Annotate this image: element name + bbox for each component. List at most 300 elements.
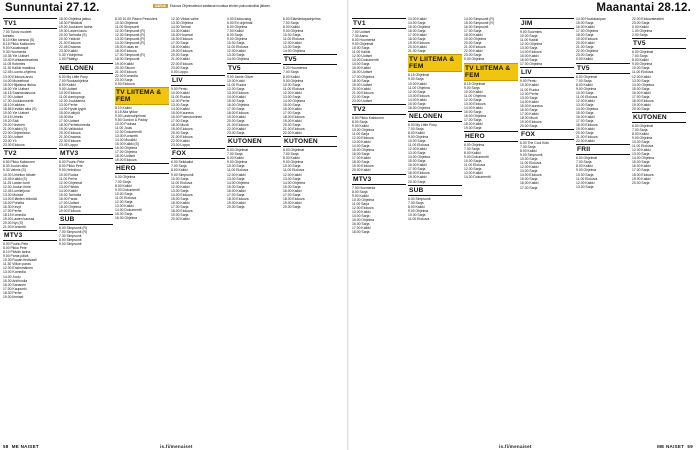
legend: [153, 4, 271, 8]
program-listing: 10.35 Yle Uutiset: [3, 54, 29, 59]
program-listing: 10.00 Kaikki: [408, 81, 427, 86]
program-listing: 9.00 Ohjelma: [576, 86, 597, 91]
channel-header: TV LIITEMA & FEM: [408, 54, 462, 72]
program-listing: 14.00 Ohjelma: [576, 106, 599, 111]
program-listing: 21.00 Konsertti: [3, 225, 26, 230]
program-listing: 9.00 Ohjelma: [632, 136, 653, 141]
program-listing: 20.30 Ystävät: [59, 37, 80, 42]
program-listing: 17.00 Uutiset: [59, 119, 79, 124]
program-listing: 14.30 Huutokaupan: [576, 17, 606, 21]
program-listing: 18.00 Sarja: [352, 230, 370, 235]
program-listing: 9.00 Simpsonit: [171, 172, 194, 177]
channel-header: JIM: [520, 18, 574, 29]
program-listing: 14.00 Simpsonit (R): [464, 17, 494, 21]
program-listing: 6.00 Ohjelmat: [576, 74, 598, 79]
program-listing: 14.00 Dokumentti: [464, 175, 491, 180]
program-listing: 14.00 Ohjelma: [227, 180, 250, 185]
program-listing: 4.00 Elokuvalog: [227, 17, 252, 21]
program-listing: 11.00 Elokuva: [576, 176, 598, 181]
program-listing: 12.00 Kaikki: [632, 148, 651, 153]
program-listing: 18.30 Perhe: [3, 290, 22, 295]
program-listing: 8.15 Ohjelmat: [464, 81, 486, 86]
program-listing: 11.00 Elokuva: [408, 216, 430, 221]
channel-header: TV LIITEMA & FEM: [115, 87, 169, 105]
program-listing: 8.00 Kaikki: [283, 74, 300, 79]
program-listing: 12.00 Kaikki: [283, 90, 302, 95]
program-listing: 21.00 Elokuva: [576, 135, 598, 140]
program-listing: 15.30 Huumori: [171, 33, 194, 38]
program-listing: 14.00 Dokumentti: [115, 207, 142, 212]
program-listing: 9.00 Ohjelma: [408, 208, 429, 213]
program-listing: 8.00 Huomenta: [352, 38, 376, 43]
program-listing: 15.00 Sarja: [576, 110, 594, 115]
program-listing: 15.30 Arkihuolia: [3, 278, 28, 283]
program-listing: 7.00 Sarja: [576, 160, 592, 165]
program-listing: 7.00 Sarja: [283, 21, 299, 26]
program-listing: 18.00 Muoti: [520, 115, 538, 120]
program-listing: 15.00 Sarja: [171, 196, 189, 201]
program-listing: 15.00 Sarja: [464, 109, 482, 114]
program-listing: 12.00 Sarja: [227, 86, 245, 91]
program-listing: 17.00 Sarja: [576, 119, 594, 124]
program-listing: 20.00 Sarja: [408, 179, 426, 184]
program-listing: 23.00 Sarja: [227, 131, 245, 136]
program-listing: 14.00 Muistelmat: [3, 78, 29, 83]
program-listing: 13.00 Päivän: [59, 184, 79, 189]
program-listing: 17.00 Uutiset: [59, 200, 79, 205]
program-listing: 16.00 Yle Uutiset: [3, 86, 29, 91]
program-listing: 19.00 Elokuva: [520, 119, 542, 124]
program-listing: 20.00 Sarja: [576, 131, 594, 136]
program-listing: 20.00 Sarja: [227, 119, 245, 124]
program-listing: 11.00 Elokuva: [520, 161, 542, 166]
program-listing: 9.00 Ohjelma: [576, 168, 597, 173]
program-listing: 16.00 Paras: [59, 196, 78, 201]
program-listing: 14.00 Kaikki: [464, 105, 483, 110]
program-listing: 12.00 Joulutarina: [59, 98, 86, 103]
program-listing: 17.00 Kaikki: [408, 33, 427, 38]
program-listing: 19.00 Kaikki: [408, 175, 427, 180]
program-listing: 11.00 Kaikki: [352, 50, 371, 55]
program-listing: 13.00 Kaikki: [352, 209, 371, 214]
program-listing: 16.00 Kaikki: [632, 90, 651, 95]
program-listing: 9.30 Huomenta: [3, 50, 27, 55]
program-listing: 19.00 Elokuva: [171, 127, 193, 132]
program-listing: 15.00 Sarja: [227, 98, 245, 103]
program-listing: 14.00 Kaikki: [227, 94, 246, 99]
program-listing: 9.00 Helmikuu: [59, 168, 81, 173]
program-listing: 9.00 Ohjelma: [632, 62, 653, 67]
program-listing: 10.00 Kokki: [227, 78, 245, 83]
program-listing: 16.15 Saaristolaisuus: [3, 90, 36, 95]
program-listing: 17.00 Sarja: [171, 119, 189, 124]
program-listing: 19.00 Ihmiset: [3, 294, 24, 299]
program-listing: 16.00 Sananen: [3, 282, 27, 287]
program-listing: 17.00 Sarja: [520, 185, 538, 190]
program-listing: 7.00 Sarja: [632, 54, 648, 59]
channel-header: TV5: [576, 63, 630, 74]
program-listing: 14.00 Kaikki: [59, 188, 78, 193]
site-url: is.fi/menaiset: [499, 444, 532, 449]
program-listing: 13.00 Sarja: [520, 46, 538, 51]
program-listing: 22.00 Komedia: [115, 73, 138, 78]
program-listing: 13.00 Elokuva-arvio: [3, 74, 33, 79]
program-listing: 10.00 Sarja: [632, 140, 650, 145]
program-listing: 7.00 Huomenta: [352, 185, 376, 190]
program-listing: 10.00 Sarja: [352, 46, 370, 51]
program-listing: 10.00 Ruoka: [59, 172, 79, 177]
program-listing: 16.00 Kaikki: [520, 181, 539, 186]
program-listing: 6.00 Ohjelmat: [632, 123, 654, 128]
program-listing: 16.00 Kaikki: [283, 188, 302, 193]
program-listing: 12.00 Kaikki: [227, 49, 246, 54]
program-listing: 16.00 Elokuva: [171, 37, 193, 42]
program-listing: 17.00 Sarja: [283, 192, 301, 197]
program-listing: 17.00 Sarja: [171, 204, 189, 209]
program-listing: 18.00 Sarja: [352, 160, 370, 165]
program-listing: 8.00 Kaikki: [283, 156, 300, 161]
program-listing: 16.00 Kaikki: [576, 114, 595, 119]
program-listing: 14.00 Sarja: [352, 144, 370, 149]
program-listing: 13.00 Elokuva: [408, 93, 430, 98]
program-listing: 8.00 Simpsonit: [59, 238, 82, 243]
program-listing: 9.00 Ohjelma: [283, 78, 304, 83]
program-listing: 10.00 Puuhaa: [115, 121, 137, 126]
schedule-column: [115, 17, 169, 441]
program-listing: 23.00 Yö: [3, 139, 17, 144]
program-listing: 1.00 Päättyy: [59, 57, 78, 62]
program-listing: 8.00 Kaikki: [408, 130, 425, 135]
program-listing: 21.00 Elokuva: [115, 69, 137, 74]
schedule-column: [520, 17, 574, 441]
schedule-columns: [352, 17, 693, 441]
program-listing: 16.00 Kaikki: [576, 25, 595, 30]
program-listing: 13.00 Kaikki: [464, 171, 483, 176]
program-listing: 10.00 Sarja: [408, 212, 426, 217]
program-listing: 7.00 Sarja: [520, 145, 536, 150]
program-listing: 10.00 Elokuva: [59, 90, 81, 95]
program-listing: 20.00 Sarja: [464, 41, 482, 46]
channel-header: TV LIITEMA & FEM: [464, 63, 518, 81]
program-listing: 8.00 10.00 Paavo Pesusieni: [115, 17, 158, 21]
program-listing: 23.00 Loppu: [171, 143, 190, 148]
channel-header: KUTONEN: [632, 112, 686, 123]
program-listing: 9.50 Gordon & Paddy: [115, 117, 148, 122]
channel-header: MTV3: [3, 230, 57, 241]
program-listing: 16.00 Sarja: [352, 152, 370, 157]
program-listing: 15.00 Kaikki (S): [115, 142, 139, 147]
program-listing: 21.00 Sarja: [576, 45, 594, 50]
program-listing: 18.00 Elokuva: [283, 114, 305, 119]
program-listing: 23.30 Elokuva: [3, 143, 25, 148]
program-listing: 20.00 Kaikki: [576, 41, 595, 46]
program-listing: 22.00 Sarja: [352, 94, 370, 99]
channel-header: TV2: [352, 104, 406, 115]
program-listing: 8.00 Kaikki: [632, 132, 649, 137]
program-listing: 23.45 Loppu: [59, 143, 78, 148]
program-listing: 19.00 Elokuva: [171, 49, 193, 54]
program-listing: 11.00 Elokuva: [283, 37, 305, 42]
program-listing: 22.00 Kaikki: [576, 139, 595, 144]
program-listing: 9.00 Kaikki: [352, 123, 369, 128]
program-listing: 14.00 Joulu: [3, 274, 21, 279]
program-listing: 12.00 Kaikki: [283, 41, 302, 46]
program-listing: 20.00 Sarja: [283, 123, 301, 128]
program-listing: 15.00 Sarja: [632, 160, 650, 165]
program-listing: 21.00 Elokuva: [352, 90, 374, 95]
program-listing: 22.00 Ohjelma: [576, 49, 599, 54]
program-listing: 7.00 Sarja: [171, 164, 187, 169]
program-listing: 18.00 Elokuva: [171, 208, 193, 213]
program-listing: 11.00 Sarja: [352, 132, 370, 137]
program-listing: 14.00 Sarja: [408, 21, 426, 26]
program-listing: 2.00 Sarja: [632, 33, 648, 38]
program-listing: 18.00 Sarja: [352, 78, 370, 83]
program-listing: 14.00 Musiikki: [115, 138, 137, 143]
program-listing: 15.00 Kaikki: [352, 66, 371, 71]
program-listing: 14.00 Ohjelma: [283, 180, 306, 185]
program-listing: 14.00 Eläinten elämää: [3, 196, 37, 201]
page-date: Maanantai 28.12.: [596, 2, 691, 14]
program-listing: 14.00 Sarja: [352, 213, 370, 218]
schedule-column: [171, 17, 225, 441]
channel-header: FOX: [520, 129, 574, 140]
program-listing: 7.00 Sarja: [408, 200, 424, 205]
channel-header: LIV: [171, 75, 225, 86]
program-listing: 15.00 Ohjelma: [352, 217, 375, 222]
program-listing: 6.00 Ohjelma: [115, 175, 136, 180]
program-listing: 20.00 Nyt (S): [3, 221, 23, 226]
program-listing: 8.15 Pikku Kakkonen: [3, 42, 35, 47]
program-listing: 17.00 Kaupunki: [3, 286, 27, 291]
program-listing: 21.30 Draama: [59, 135, 81, 140]
program-listing: 12.00 Perhe: [171, 98, 190, 103]
program-listing: 19.00 Kaikki: [632, 176, 651, 181]
program-listing: 12.00 Sarja: [464, 167, 482, 172]
program-listing: 20.00 Tarinoita (S): [59, 33, 87, 38]
program-listing: 13.00 Kaikki: [408, 17, 427, 21]
program-listing: 17.00 Ohjelma: [576, 29, 599, 34]
program-listing: 17.00 Kaikki: [352, 156, 371, 161]
schedule-column: [3, 17, 57, 441]
program-listing: 0.00 Kaikki: [576, 57, 593, 62]
right-page: [349, 0, 696, 450]
schedule-column: [408, 17, 462, 441]
program-listing: 16.00 Ohjelma: [115, 215, 138, 220]
program-listing: 11.00 Elokuva: [464, 163, 486, 168]
program-listing: 10.00 Sarja: [576, 172, 594, 177]
program-listing: 12.30 Simpsonit (R): [115, 33, 145, 38]
program-listing: 7.00 Uutiset: [352, 30, 371, 34]
program-listing: 10.00 Ohjelma: [352, 197, 375, 202]
program-listing: 19.00 Jouluinen tarina: [59, 25, 93, 30]
program-listing: 12.00 Sarja: [464, 97, 482, 102]
program-listing: 17.00 Sarja: [632, 94, 650, 99]
program-listing: 17.00 Sarja: [283, 110, 301, 115]
program-listing: 16.00 Elokuva: [115, 49, 137, 54]
program-listing: 23.30 Kaikki: [59, 49, 78, 54]
program-listing: 10.00 Sarja: [520, 34, 538, 39]
program-listing: 19.00 Elokuva: [59, 208, 81, 213]
left-page: [0, 0, 347, 450]
program-listing: 15.00 Ohjelma: [408, 25, 431, 30]
schedule-columns: [3, 17, 344, 441]
program-listing: 0.00 Elokuva: [115, 81, 135, 86]
schedule-column: [283, 17, 337, 441]
program-listing: 9.00 Ohjelma: [227, 37, 248, 42]
program-listing: 11.00 Simpsonit: [115, 25, 140, 30]
channel-header: TV5: [283, 54, 337, 65]
program-listing: 11.00 Ruoka: [171, 94, 190, 99]
program-listing: 8.00 Kaikki: [464, 151, 481, 156]
program-listing: 21.00 Elokuva: [59, 41, 81, 46]
program-listing: 19.00 Sarja: [464, 126, 482, 131]
program-listing: 23.00 Sarja: [115, 77, 133, 82]
program-listing: 22.00 Elokuvateatteri: [632, 17, 664, 21]
program-listing: 18.00 Elokuva: [632, 98, 654, 103]
program-listing: 22.45 Draama: [59, 45, 81, 50]
program-listing: 22.00 Kaikki: [171, 139, 190, 144]
program-listing: 6.00 Ohjelmat: [227, 148, 249, 153]
program-listing: 15.00 Sarja: [408, 159, 426, 164]
left-page-header: [3, 2, 344, 16]
schedule-column: [59, 17, 113, 441]
program-listing: 17.00 Perhe: [3, 208, 22, 213]
program-listing: 8.00 Sarja: [227, 33, 243, 38]
program-listing: 21.00 Sarja: [408, 49, 426, 54]
program-listing: 10.00 Sarja: [576, 90, 594, 95]
program-listing: 12.00 Ohjelmat: [59, 180, 82, 185]
program-listing: 6.00 Elämäntapaohjelma: [283, 17, 321, 21]
program-listing: 16.00 Sarja: [520, 107, 538, 112]
program-listing: 13.30 Ohjelma: [171, 21, 194, 26]
program-listing: 10.00 Sarja: [632, 66, 650, 71]
program-listing: 11.00 Elokuva: [227, 168, 249, 173]
program-listing: 18.00 Kaikki: [171, 45, 190, 50]
program-listing: 23.00 Uutiset: [352, 98, 372, 103]
program-listing: 13.00 Sarja: [283, 94, 301, 99]
program-listing: 9.00 Kaikki: [352, 193, 369, 198]
program-listing: 9.00 Uutiset: [59, 86, 78, 91]
program-listing: 13.00 Kaikki: [115, 203, 134, 208]
program-listing: 11.00 Ruoka: [227, 82, 246, 87]
program-listing: 9.00 Sarja: [408, 77, 424, 82]
program-listing: 20.00 Sarja: [632, 180, 650, 185]
program-listing: 15.00 Sarja: [520, 177, 538, 182]
program-listing: 10.00 Sarja: [227, 164, 245, 169]
program-listing: 10.00 Sarja: [520, 157, 538, 162]
program-listing: 12.00 Ensimmäinen: [3, 266, 33, 271]
program-listing: 14.00 Ohjelma: [632, 82, 655, 87]
program-listing: 6.00 Ohjelmat: [283, 148, 305, 153]
program-listing: 14.00 Hyvät tyypit: [59, 106, 86, 111]
program-listing: 6.50 Pikku Kakkonen: [352, 115, 384, 120]
program-listing: 19.00 Kaikki: [632, 102, 651, 107]
program-listing: 7.00 Sarja: [632, 127, 648, 132]
program-listing: 10.00 Sarja: [283, 33, 301, 38]
program-listing: 12.00 Elokuva: [352, 136, 374, 141]
schedule-column: [632, 17, 686, 441]
program-listing: 19.00 Kaikki: [283, 200, 302, 205]
program-listing: 15.00 Kotityöt: [59, 110, 80, 115]
program-listing: 16.00 Kaikki: [408, 163, 427, 168]
program-listing: 17.00 Sarja: [408, 167, 426, 172]
program-listing: 15.00 Sarja: [227, 184, 245, 189]
program-listing: 8.15 Alla lykkor: [115, 109, 138, 114]
program-listing: 9.00 Paras päivä: [3, 254, 29, 259]
program-listing: 8.00 Kaikki: [171, 168, 188, 173]
program-listing: 10.00 Sarja: [283, 82, 301, 87]
program-listing: 6.00 Simpsonit (R): [59, 225, 88, 230]
program-listing: 14.00 Elokuva: [171, 192, 193, 197]
legend-text: Elokuva Ohjelmatiedot saattavat muuttua lehden painovalmiiksi jälkeen.: [169, 4, 271, 8]
program-listing: 7.00 Sarja: [464, 147, 480, 152]
program-listing: 11.00 Elokuva: [632, 144, 654, 149]
program-listing: 10.00 Sarja: [408, 139, 426, 144]
program-listing: 6.00 Seikkailut: [171, 160, 194, 165]
program-listing: 13.00 Sarja: [171, 188, 189, 193]
program-listing: 16.00 Sarja: [408, 29, 426, 34]
program-listing: 8.10 Kitin kanssa (S): [3, 38, 35, 43]
program-listing: 16.00 Simpsonit: [464, 25, 489, 30]
program-listing: 12.00 Simpsonit (R): [115, 29, 145, 34]
program-listing: 6.00 Ohjelma: [464, 143, 485, 148]
legend-tag: SARJA: [155, 4, 166, 8]
schedule-column: [227, 17, 281, 441]
program-listing: 7.30 Aamu: [352, 34, 369, 39]
program-listing: 12.00 Kaikki: [632, 74, 651, 79]
program-listing: 10.00 Sarja: [464, 159, 482, 164]
program-listing: 9.00 Ohjelma: [283, 29, 304, 34]
program-listing: 12.00 Kaikki: [227, 172, 246, 177]
program-listing: 13.00 Komedia: [3, 270, 26, 275]
program-listing: 18.00 Ohjelma jatkuu: [59, 17, 92, 21]
program-listing: 14.00 Simpsonit (R): [115, 41, 145, 46]
program-listing: 11.00 Elokuva: [115, 195, 137, 200]
program-listing: 8.15 Ohjelmat: [408, 73, 430, 78]
program-listing: 16.00 Kaikki: [227, 188, 246, 193]
page-date: Sunnuntai 27.12.: [5, 2, 100, 14]
program-listing: 19.00 Sarja: [171, 212, 189, 217]
program-listing: 15.00 Sarja: [632, 86, 650, 91]
program-listing: 17.00 Ohjelma: [520, 62, 543, 67]
program-listing: 20.00 Kaikki: [408, 45, 427, 50]
program-listing: 20.00 Sarja: [171, 53, 189, 58]
program-listing: 21.00 Elokuva: [283, 127, 305, 132]
program-listing: 16.00 Pukeutuminen: [171, 114, 203, 119]
program-listing: 6.50 Pikku Kakkonen: [3, 160, 35, 165]
program-listing: 10.00 Ohjelma: [352, 127, 375, 132]
program-listing: 13.00 Sarja: [632, 78, 650, 83]
program-listing: 14.00 Ohjelma: [227, 57, 250, 62]
program-listing: 17.00 Simpsonit (R): [115, 53, 145, 58]
program-listing: 20.00 Kaikki: [352, 86, 371, 91]
page-folio: 58 ME NAISET: [3, 444, 39, 449]
program-listing: 23.00 Sarja: [632, 21, 650, 26]
program-listing: 18.00 Muoti: [171, 123, 189, 128]
program-listing: 10.40 Kohtaamisvalmis: [3, 58, 39, 63]
channel-header: NELONEN: [59, 63, 113, 74]
program-listing: 13.00 Sarja: [171, 102, 189, 107]
program-listing: 19.00 Kaikki: [227, 114, 246, 119]
program-listing: 8.00 Kaikki: [115, 183, 132, 188]
program-listing: 21.00 Elokuva: [464, 45, 486, 50]
program-listing: 15.00 Sarja: [408, 101, 426, 106]
program-listing: 15.00 Sarja: [283, 102, 301, 107]
program-listing: 20.00 Sarja: [632, 106, 650, 111]
program-listing: 15.00 Simpsonit (R): [464, 21, 494, 26]
program-listing: 23.00 Sarja: [576, 53, 594, 58]
